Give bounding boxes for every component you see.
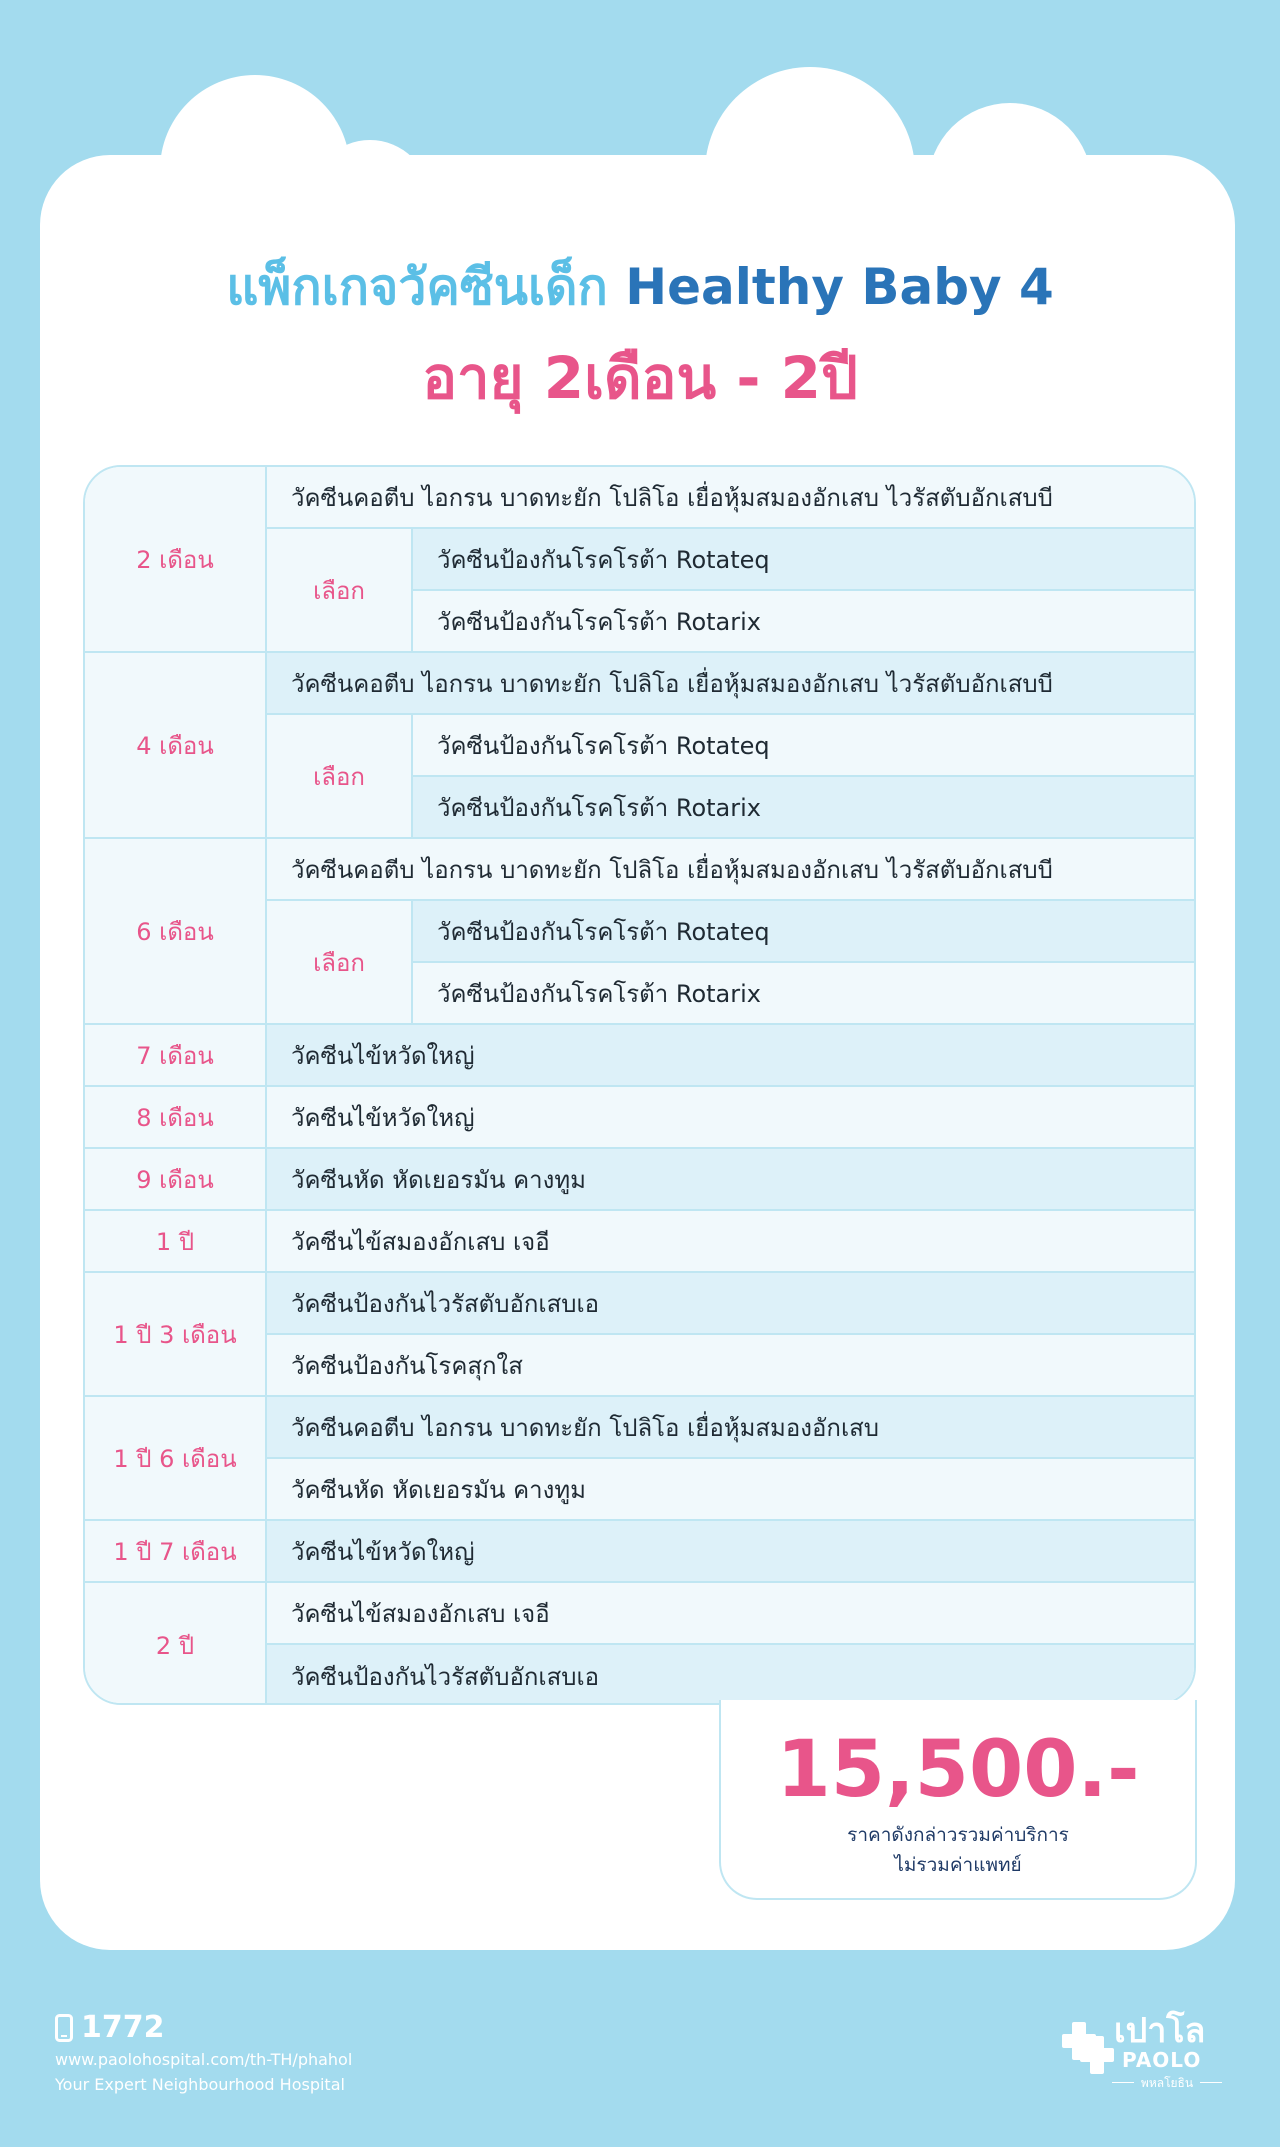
logo-thai-text: เปาโล (1114, 2011, 1206, 2051)
choose-label: เลือก (267, 529, 413, 653)
logo-english-text: PAOLO (1122, 2048, 1202, 2072)
choose-label: เลือก (267, 715, 413, 839)
age-cell: 1 ปี 7 เดือน (85, 1521, 267, 1583)
age-cell: 6 เดือน (85, 839, 267, 1025)
age-cell: 2 เดือน (85, 467, 267, 653)
plus-cross-icon (1062, 2022, 1114, 2074)
vaccine-option-cell: วัคซีนป้องกันโรคโรต้า Rotarix (413, 963, 1196, 1025)
vaccine-option-cell: วัคซีนป้องกันโรคโรต้า Rotateq (413, 715, 1196, 777)
age-cell: 1 ปี 3 เดือน (85, 1273, 267, 1397)
price-note-line2: ไม่รวมค่าแพทย์ (894, 1854, 1022, 1876)
vaccine-cell: วัคซีนป้องกันไวรัสตับอักเสบเอ (267, 1273, 1196, 1335)
package-title (0, 252, 1280, 322)
package-title-english: Healthy Baby 4 (625, 258, 1054, 316)
package-price: 15,500.- (776, 1725, 1140, 1815)
footer-phone[interactable] (55, 2010, 165, 2045)
phone-number[interactable]: 1772 (81, 2010, 165, 2045)
vaccine-cell: วัคซีนป้องกันโรคสุกใส (267, 1335, 1196, 1397)
age-range-title: อายุ 2เดือน - 2ปี (422, 344, 858, 412)
price-note-line1: ราคาดังกล่าวรวมค่าบริการ (847, 1824, 1069, 1846)
vaccine-cell: วัคซีนหัด หัดเยอรมัน คางทูม (267, 1459, 1196, 1521)
vaccine-cell: วัคซีนคอตีบ ไอกรน บาดทะยัก โปลิโอ เยื่อหุ้มสมองอักเสบ ไวรัสตับอักเสบบี (267, 467, 1196, 529)
vaccine-option-cell: วัคซีนป้องกันโรคโรต้า Rotateq (413, 529, 1196, 591)
price-box (719, 1700, 1197, 1900)
vaccine-cell: วัคซีนคอตีบ ไอกรน บาดทะยัก โปลิโอ เยื่อหุ้มสมองอักเสบ (267, 1397, 1196, 1459)
logo-branch-text: พหลโยธิน (1112, 2074, 1222, 2093)
vaccine-cell: วัคซีนไข้หวัดใหญ่ (267, 1087, 1196, 1149)
age-cell: 8 เดือน (85, 1087, 267, 1149)
vaccine-option-cell: วัคซีนป้องกันโรคโรต้า Rotarix (413, 777, 1196, 839)
age-cell: 9 เดือน (85, 1149, 267, 1211)
age-cell: 2 ปี (85, 1583, 267, 1705)
vaccine-cell: วัคซีนคอตีบ ไอกรน บาดทะยัก โปลิโอ เยื่อหุ้มสมองอักเสบ ไวรัสตับอักเสบบี (267, 839, 1196, 901)
package-title-thai: แพ็กเกจวัคซีนเด็ก (226, 258, 608, 316)
age-cell: 4 เดือน (85, 653, 267, 839)
vaccine-cell: วัคซีนไข้หวัดใหญ่ (267, 1025, 1196, 1087)
hospital-slogan: Your Expert Neighbourhood Hospital (55, 2075, 345, 2094)
vaccine-cell: วัคซีนไข้หวัดใหญ่ (267, 1521, 1196, 1583)
vaccine-option-cell: วัคซีนป้องกันโรคโรต้า Rotateq (413, 901, 1196, 963)
vaccine-cell: วัคซีนหัด หัดเยอรมัน คางทูม (267, 1149, 1196, 1211)
age-cell: 7 เดือน (85, 1025, 267, 1087)
vaccine-cell: วัคซีนคอตีบ ไอกรน บาดทะยัก โปลิโอ เยื่อหุ้มสมองอักเสบ ไวรัสตับอักเสบบี (267, 653, 1196, 715)
vaccine-option-cell: วัคซีนป้องกันโรคโรต้า Rotarix (413, 591, 1196, 653)
age-cell: 1 ปี 6 เดือน (85, 1397, 267, 1521)
vaccine-cell: วัคซีนไข้สมองอักเสบ เจอี (267, 1583, 1196, 1645)
website-link[interactable]: www.paolohospital.com/th-TH/phahol (55, 2050, 353, 2069)
vaccine-cell: วัคซีนไข้สมองอักเสบ เจอี (267, 1211, 1196, 1273)
vaccine-cell: วัคซีนป้องกันไวรัสตับอักเสบเอ (267, 1645, 1196, 1705)
mobile-phone-icon (55, 2014, 73, 2042)
choose-label: เลือก (267, 901, 413, 1025)
paolo-logo (1062, 2010, 1222, 2090)
age-cell: 1 ปี (85, 1211, 267, 1273)
vaccine-schedule-table (83, 465, 1196, 1705)
